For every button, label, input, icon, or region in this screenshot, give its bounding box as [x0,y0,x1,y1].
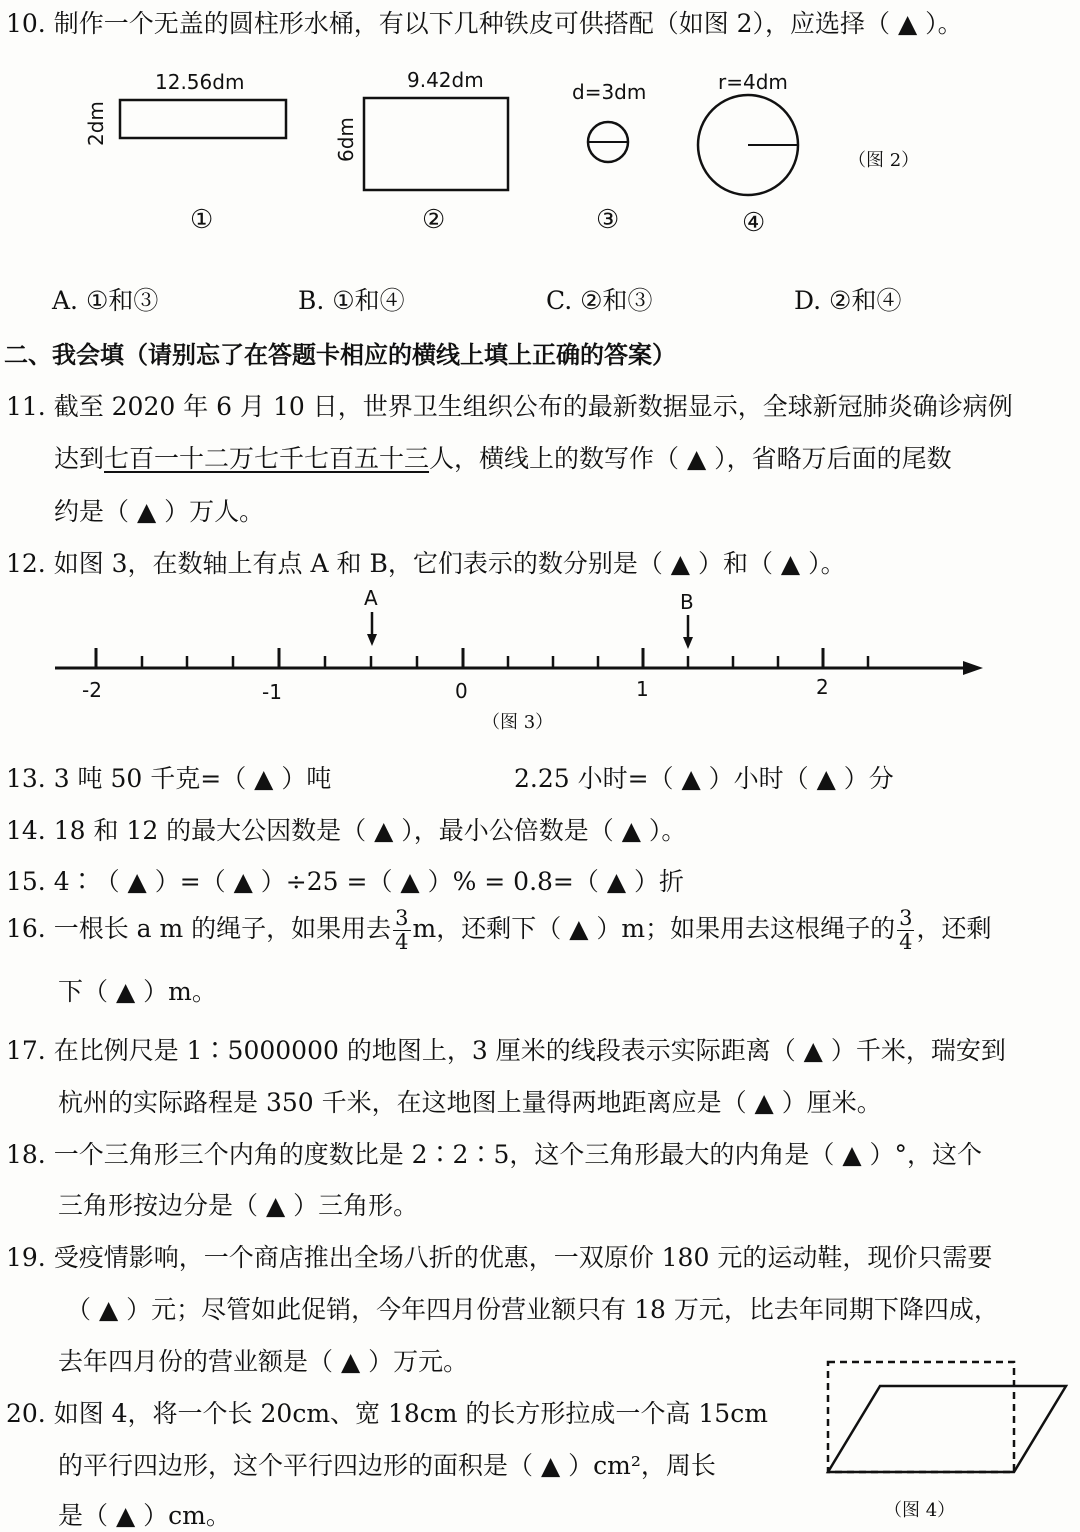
q12-text: 12. 如图 3，在数轴上有点 A 和 B，它们表示的数分别是（ ▲ ）和（ ▲ ）。 [6,549,846,578]
q11-line2 [54,439,952,475]
shape3-label: d=3dm [572,80,647,104]
point-a-label: A [364,586,378,610]
q16-line2: 下（ ▲ ）m。 [58,977,217,1006]
shape1-rectangle [120,100,286,138]
q16-part-c: ，还剩 [916,914,992,943]
fraction-numerator: 3 [395,906,409,930]
q18-line1: 18. 一个三角形三个内角的度数比是 2∶2∶5，这个三角形最大的内角是（ ▲ ）°，这个 [6,1140,982,1169]
tick-label-neg2: -2 [82,678,102,702]
fraction-three-quarters-2 [897,908,914,953]
parallelogram [828,1386,1066,1472]
shape1-width-label: 12.56dm [155,70,245,94]
q17-line2: 杭州的实际路程是 350 千米，在这地图上量得两地距离应是（ ▲ ）厘米。 [58,1088,882,1117]
tick-label-2: 2 [816,675,829,699]
q14-text: 14. 18 和 12 的最大公因数是（ ▲ ），最小公倍数是（ ▲ ）。 [6,816,687,845]
q15-text: 15. 4∶（ ▲ ）=（ ▲ ）÷25 =（ ▲ ）% = 0.8=（ ▲ ）折 [6,867,684,896]
q20-line1: 20. 如图 4，将一个长 20cm、宽 18cm 的长方形拉成一个高 15cm [6,1399,768,1428]
tick-label-0: 0 [455,679,468,703]
q19-line2: （ ▲ ）元；尽管如此促销，今年四月份营业额只有 18 万元，比去年同期下降四成， [66,1295,999,1324]
figure-4 [828,1362,1066,1472]
q11-line2-a: 达到 [54,444,105,473]
q20-line3: 是（ ▲ ）cm。 [58,1501,231,1530]
figure4-caption: （图 4） [884,1500,956,1521]
q11-line3: 约是（ ▲ ）万人。 [54,497,265,526]
shape4-label: r=4dm [718,70,788,94]
q19-line1: 19. 受疫情影响，一个商店推出全场八折的优惠，一双原价 180 元的运动鞋，现价只需要 [6,1243,993,1272]
figure2-caption: （图 2） [848,150,920,171]
option-a[interactable]: A. ①和③ [52,286,159,315]
section2-title: 二、我会填（请别忘了在答题卡相应的横线上填上正确的答案） [4,341,676,369]
option-d[interactable]: D. ②和④ [794,286,902,315]
fraction-denominator: 4 [899,930,913,954]
fraction-numerator: 3 [899,906,913,930]
shape2-number: ② [422,205,446,235]
q18-line2: 三角形按边分是（ ▲ ）三角形。 [58,1191,419,1220]
tick-label-1: 1 [636,677,649,701]
q13-part1: 13. 3 吨 50 千克=（ ▲ ）吨 [6,764,332,793]
q16-line1 [6,902,991,956]
number-line [55,612,983,675]
q16-part-b: m，还剩下（ ▲ ）m；如果用去这根绳子的 [412,914,896,943]
point-b-label: B [680,590,694,614]
q11-line2-b: 人，横线上的数写作（ ▲ ），省略万后面的尾数 [429,444,952,473]
shape2-width-label: 9.42dm [407,68,484,92]
dashed-rectangle [828,1362,1014,1472]
shape2-height-label: 6dm [334,117,358,162]
q10-text: 10. 制作一个无盖的圆柱形水桶，有以下几种铁皮可供搭配（如图 2），应选择（ ▲ ）。 [6,9,963,38]
figure3-caption: （图 3） [482,712,554,733]
fraction-three-quarters [393,908,410,953]
option-b[interactable]: B. ①和④ [298,286,405,315]
option-c[interactable]: C. ②和③ [546,286,653,315]
q17-line1: 17. 在比例尺是 1∶5000000 的地图上，3 厘米的线段表示实际距离（ ▲ ）千米，瑞安到 [6,1036,1006,1065]
q13-part2: 2.25 小时=（ ▲ ）小时（ ▲ ）分 [514,764,894,793]
shape2-rectangle [364,98,508,190]
q16-part-a: 16. 一根长 a m 的绳子，如果用去 [6,914,392,943]
shape1-height-label: 2dm [84,101,108,146]
shape3-number: ③ [596,205,620,235]
q11-line1: 11. 截至 2020 年 6 月 10 日，世界卫生组织公布的最新数据显示，全球新冠肺炎确诊病例 [6,392,1013,421]
shape4-number: ④ [742,208,766,238]
q11-underlined-number: 七百一十二万七千七百五十三 [104,444,430,473]
q20-line2: 的平行四边形，这个平行四边形的面积是（ ▲ ）cm²，周长 [58,1451,716,1480]
q19-line3: 去年四月份的营业额是（ ▲ ）万元。 [58,1347,469,1376]
shape1-number: ① [190,205,214,235]
tick-label-neg1: -1 [262,680,282,704]
fraction-denominator: 4 [395,930,409,954]
